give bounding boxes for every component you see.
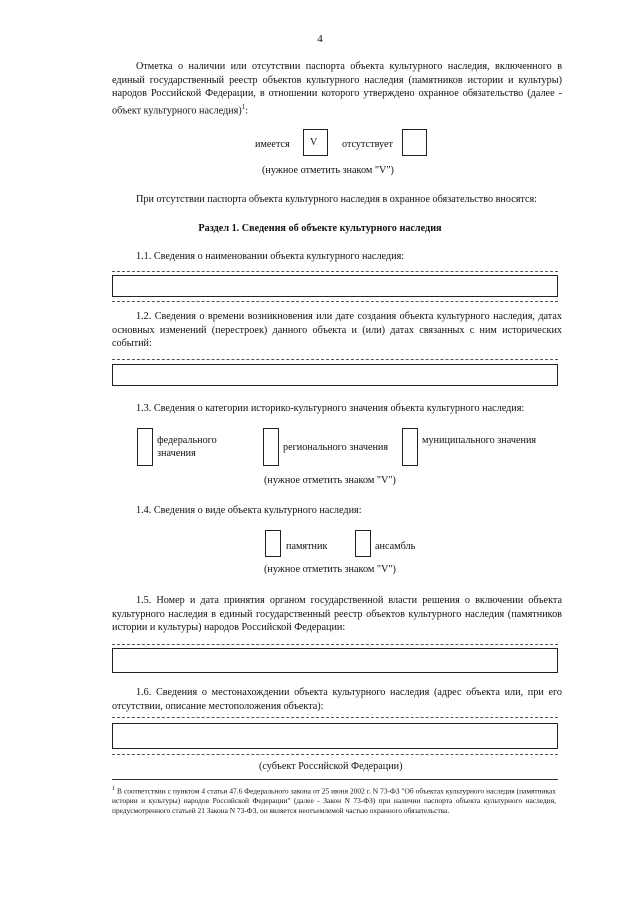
s11-dash-bottom: [112, 301, 558, 302]
s14-ensemble-label: ансамбль: [375, 541, 416, 552]
footnote-marker: 1: [112, 786, 115, 792]
passport-present-checkbox[interactable]: [303, 129, 328, 156]
s13-label: 1.3. Сведения о категории историко-культурного значения объекта культурного наследия:: [136, 403, 525, 414]
s15-dash-top: [112, 644, 558, 645]
passport-present-mark: V: [310, 137, 318, 148]
intro-paragraph: [112, 60, 562, 117]
footnote: [112, 784, 556, 816]
footnote-separator: [112, 779, 558, 780]
s14-monument-checkbox[interactable]: [265, 530, 281, 557]
s14-monument-label: памятник: [286, 541, 328, 552]
footnote-ref[interactable]: 1: [241, 102, 246, 111]
s13-hint: (нужное отметить знаком "V"): [264, 475, 396, 486]
footnote-ref-suffix: :: [245, 104, 249, 116]
s16-caption: (субъект Российской Федерации): [259, 761, 403, 772]
s13-regional-checkbox[interactable]: [263, 428, 279, 466]
passport-absent-checkbox[interactable]: [402, 129, 427, 156]
passport-hint: (нужное отметить знаком "V"): [262, 165, 394, 176]
s16-label: 1.6. Сведения о местонахождении объекта культурного наследия (адрес объекта или, при его отсутствии, описание местоположения объекта):: [112, 687, 562, 712]
s14-ensemble-checkbox[interactable]: [355, 530, 371, 557]
passport-present-label: имеется: [255, 139, 290, 150]
s15-label: 1.5. Номер и дата принятия органом государственной власти решения о включении объекта культурного наследия в единый государственный реестр объектов культурного наследия (памятников истории и культуры) народов Российской Федерации:: [112, 595, 562, 633]
s13-federal-checkbox[interactable]: [137, 428, 153, 466]
s16-field[interactable]: [112, 723, 558, 749]
s13-federal-label-1: федерального: [157, 435, 217, 446]
footnote-text: В соответствии с пунктом 4 статьи 47.6 Федерального закона от 25 июня 2002 г. N 73-ФЗ "Об объектах культурного наследия (памятниках истории и культуры) народов Российской Федерации" (далее - Закон N 73-ФЗ) при наличии паспорта объекта культурного наследия, предусмотренного статьей 21 Закона N 73-ФЗ, он является неотъемлемой частью охранного обязательства.: [112, 786, 556, 816]
absence-note: При отсутствии паспорта объекта культурного наследия в охранное обязательство вносятся:: [136, 194, 538, 205]
s11-dash-top: [112, 271, 558, 272]
s12-field[interactable]: [112, 364, 558, 386]
s12-label: 1.2. Сведения о времени возникновения или дате создания объекта культурного наследия, датах основных изменений (перестроек) данного объекта и (или) датах связанных с ним исторических событий:: [112, 311, 562, 349]
s12-dash-top: [112, 359, 558, 360]
section-title: Раздел 1. Сведения об объекте культурного наследия: [198, 223, 442, 234]
passport-absent-label: отсутствует: [342, 139, 393, 150]
s14-hint: (нужное отметить знаком "V"): [264, 564, 396, 575]
intro-text: Отметка о наличии или отсутствии паспорта объекта культурного наследия, включенного в единый государственный реестр объектов культурного наследия (памятников истории и культуры) народов Российской Федерации, в отношении которого утверждено охранное обязательство (далее - объект культурного наследия): [112, 61, 562, 116]
s16-dash-bottom: [112, 754, 558, 755]
s13-municipal-label: муниципального значения: [422, 435, 537, 446]
page-number: 4: [317, 33, 323, 45]
s13-regional-label: регионального значения: [283, 442, 389, 453]
s13-municipal-checkbox[interactable]: [402, 428, 418, 466]
s16-dash-top: [112, 717, 558, 718]
s11-label: 1.1. Сведения о наименовании объекта культурного наследия:: [136, 251, 405, 262]
s14-label: 1.4. Сведения о виде объекта культурного наследия:: [136, 505, 362, 516]
s13-federal-label-2: значения: [157, 448, 196, 459]
s15-field[interactable]: [112, 648, 558, 673]
s11-field[interactable]: [112, 275, 558, 297]
